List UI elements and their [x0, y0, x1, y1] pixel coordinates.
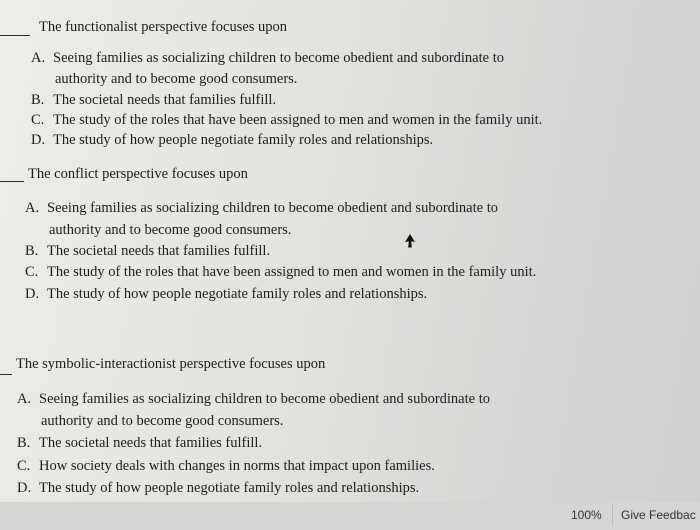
- question-3-option-b[interactable]: [17, 434, 262, 453]
- question-1-option-a[interactable]: [31, 49, 504, 68]
- answer-blank-1[interactable]: [0, 35, 30, 36]
- option-text: The study of how people negotiate family roles and relationships.: [39, 480, 420, 496]
- answer-blank-3[interactable]: [0, 374, 12, 375]
- option-text: authority and to become good consumers.: [41, 413, 284, 429]
- option-letter: B.: [17, 435, 31, 451]
- mouse-pointer-icon: [404, 234, 416, 248]
- question-1-option-b[interactable]: [31, 91, 276, 110]
- question-2-option-c[interactable]: [25, 263, 536, 282]
- option-text: Seeing families as socializing children to become obedient and subordinate to: [53, 50, 504, 66]
- question-2-stem: The conflict perspective focuses upon: [28, 166, 248, 182]
- zoom-level[interactable]: 100%: [571, 508, 602, 522]
- option-text: The societal needs that families fulfill.: [47, 243, 271, 259]
- question-1-option-a-continued: [55, 70, 297, 89]
- option-text: The study of the roles that have been assigned to men and women in the family unit.: [53, 112, 543, 128]
- option-text: authority and to become good consumers.: [49, 222, 292, 238]
- question-1-option-d[interactable]: [31, 131, 433, 150]
- option-letter: D.: [31, 132, 46, 148]
- option-text: The societal needs that families fulfill.: [53, 92, 277, 108]
- option-text: authority and to become good consumers.: [55, 71, 298, 87]
- question-3-stem: The symbolic-interactionist perspective focuses upon: [16, 356, 326, 372]
- option-text: Seeing families as socializing children to become obedient and subordinate to: [39, 391, 490, 407]
- question-3-option-c[interactable]: [17, 457, 435, 476]
- question-2-option-d[interactable]: [25, 285, 427, 304]
- option-text: How society deals with changes in norms that impact upon families.: [39, 458, 435, 474]
- question-2-option-a[interactable]: [25, 199, 498, 218]
- question-1-stem: The functionalist perspective focuses upon: [39, 19, 288, 35]
- option-letter: D.: [17, 480, 32, 496]
- option-letter: C.: [31, 112, 45, 128]
- question-2-option-b[interactable]: [25, 242, 270, 261]
- question-3-option-d[interactable]: [17, 479, 419, 498]
- option-letter: B.: [31, 92, 45, 108]
- option-letter: B.: [25, 243, 39, 259]
- option-letter: C.: [17, 458, 31, 474]
- give-feedback-button[interactable]: Give Feedbac: [612, 504, 700, 526]
- option-letter: A.: [31, 50, 46, 66]
- option-text: The study of how people negotiate family roles and relationships.: [47, 286, 428, 302]
- option-text: The societal needs that families fulfill.: [39, 435, 263, 451]
- option-text: The study of how people negotiate family roles and relationships.: [53, 132, 434, 148]
- option-letter: C.: [25, 264, 39, 280]
- option-letter: A.: [25, 200, 40, 216]
- question-2-option-a-continued: [49, 221, 291, 240]
- answer-blank-2[interactable]: [0, 181, 24, 182]
- question-3-option-a-continued: [41, 412, 283, 431]
- question-1-option-c[interactable]: [31, 111, 542, 130]
- option-text: Seeing families as socializing children to become obedient and subordinate to: [47, 200, 498, 216]
- question-3-option-a[interactable]: [17, 390, 490, 409]
- option-letter: D.: [25, 286, 40, 302]
- option-text: The study of the roles that have been assigned to men and women in the family unit.: [47, 264, 537, 280]
- option-letter: A.: [17, 391, 32, 407]
